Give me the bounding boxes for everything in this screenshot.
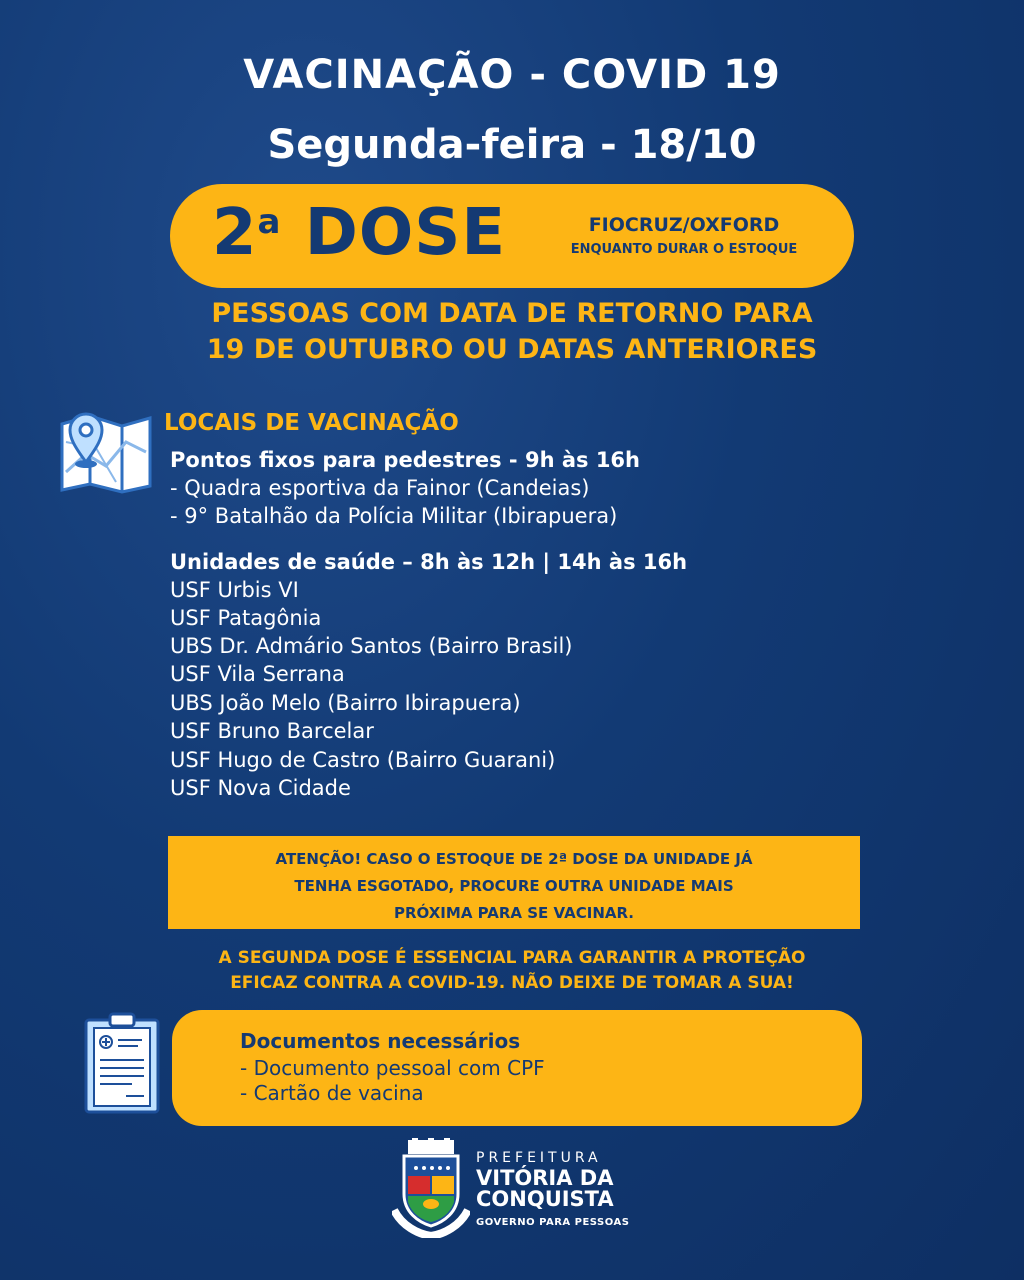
health-unit-item: USF Vila Serrana (170, 662, 345, 686)
fixed-points-heading: Pontos fixos para pedestres - 9h às 16h (170, 448, 640, 472)
notice-line-2: EFICAZ CONTRA A COVID-19. NÃO DEIXE DE TOMAR A SUA! (230, 973, 794, 993)
attention-text (168, 846, 860, 927)
fixed-point-item: - Quadra esportiva da Fainor (Candeias) (170, 476, 590, 500)
dose-word: DOSE (304, 196, 507, 270)
clipboard-icon (82, 1010, 162, 1116)
health-unit-item: UBS João Melo (Bairro Ibirapuera) (170, 691, 521, 715)
dose-number: 2 (212, 196, 258, 270)
stock-note: ENQUANTO DURAR O ESTOQUE (570, 242, 798, 257)
health-unit-item: USF Nova Cidade (170, 776, 351, 800)
fixed-point-item: - 9° Batalhão da Polícia Militar (Ibirapuera) (170, 504, 618, 528)
health-unit-item: USF Hugo de Castro (Bairro Guarani) (170, 748, 556, 772)
government-prefix: PREFEITURA (476, 1150, 602, 1166)
document-item: - Cartão de vacina (240, 1081, 424, 1105)
health-unit-item: USF Patagônia (170, 606, 322, 630)
government-city-line-1: VITÓRIA DA (476, 1166, 614, 1190)
target-audience-line-1: PESSOAS COM DATA DE RETORNO PARA (211, 298, 813, 329)
dose-label (212, 196, 506, 270)
page-date: Segunda-feira - 18/10 (267, 122, 757, 168)
attention-lead: ATENÇÃO! (275, 850, 362, 868)
dose-ordinal: a (257, 202, 282, 242)
document-item: - Documento pessoal com CPF (240, 1056, 545, 1080)
health-unit-item: UBS Dr. Admário Santos (Bairro Brasil) (170, 634, 573, 658)
government-city-line-2: CONQUISTA (476, 1187, 614, 1211)
locations-heading: LOCAIS DE VACINAÇÃO (164, 410, 459, 436)
government-slogan: GOVERNO PARA PESSOAS (476, 1217, 630, 1228)
city-crest-icon (392, 1138, 470, 1238)
attention-line-2: TENHA ESGOTADO, PROCURE OUTRA UNIDADE MAIS (294, 877, 734, 895)
health-units-heading: Unidades de saúde – 8h às 12h | 14h às 16h (170, 550, 688, 574)
health-unit-item: USF Urbis VI (170, 578, 299, 602)
documents-heading: Documentos necessários (240, 1029, 521, 1053)
page-title: VACINAÇÃO - COVID 19 (243, 52, 781, 98)
map-pin-icon (56, 402, 156, 494)
health-unit-item: USF Bruno Barcelar (170, 719, 374, 743)
notice-line-1: A SEGUNDA DOSE É ESSENCIAL PARA GARANTIR A PROTEÇÃO (218, 948, 806, 968)
vaccine-name: FIOCRUZ/OXFORD (588, 214, 780, 236)
attention-line-1: ATENÇÃO! CASO O ESTOQUE DE 2ª DOSE DA UNIDADE JÁ (275, 850, 753, 868)
attention-line-3: PRÓXIMA PARA SE VACINAR. (393, 904, 635, 922)
target-audience-line-2: 19 DE OUTUBRO OU DATAS ANTERIORES (206, 334, 818, 365)
